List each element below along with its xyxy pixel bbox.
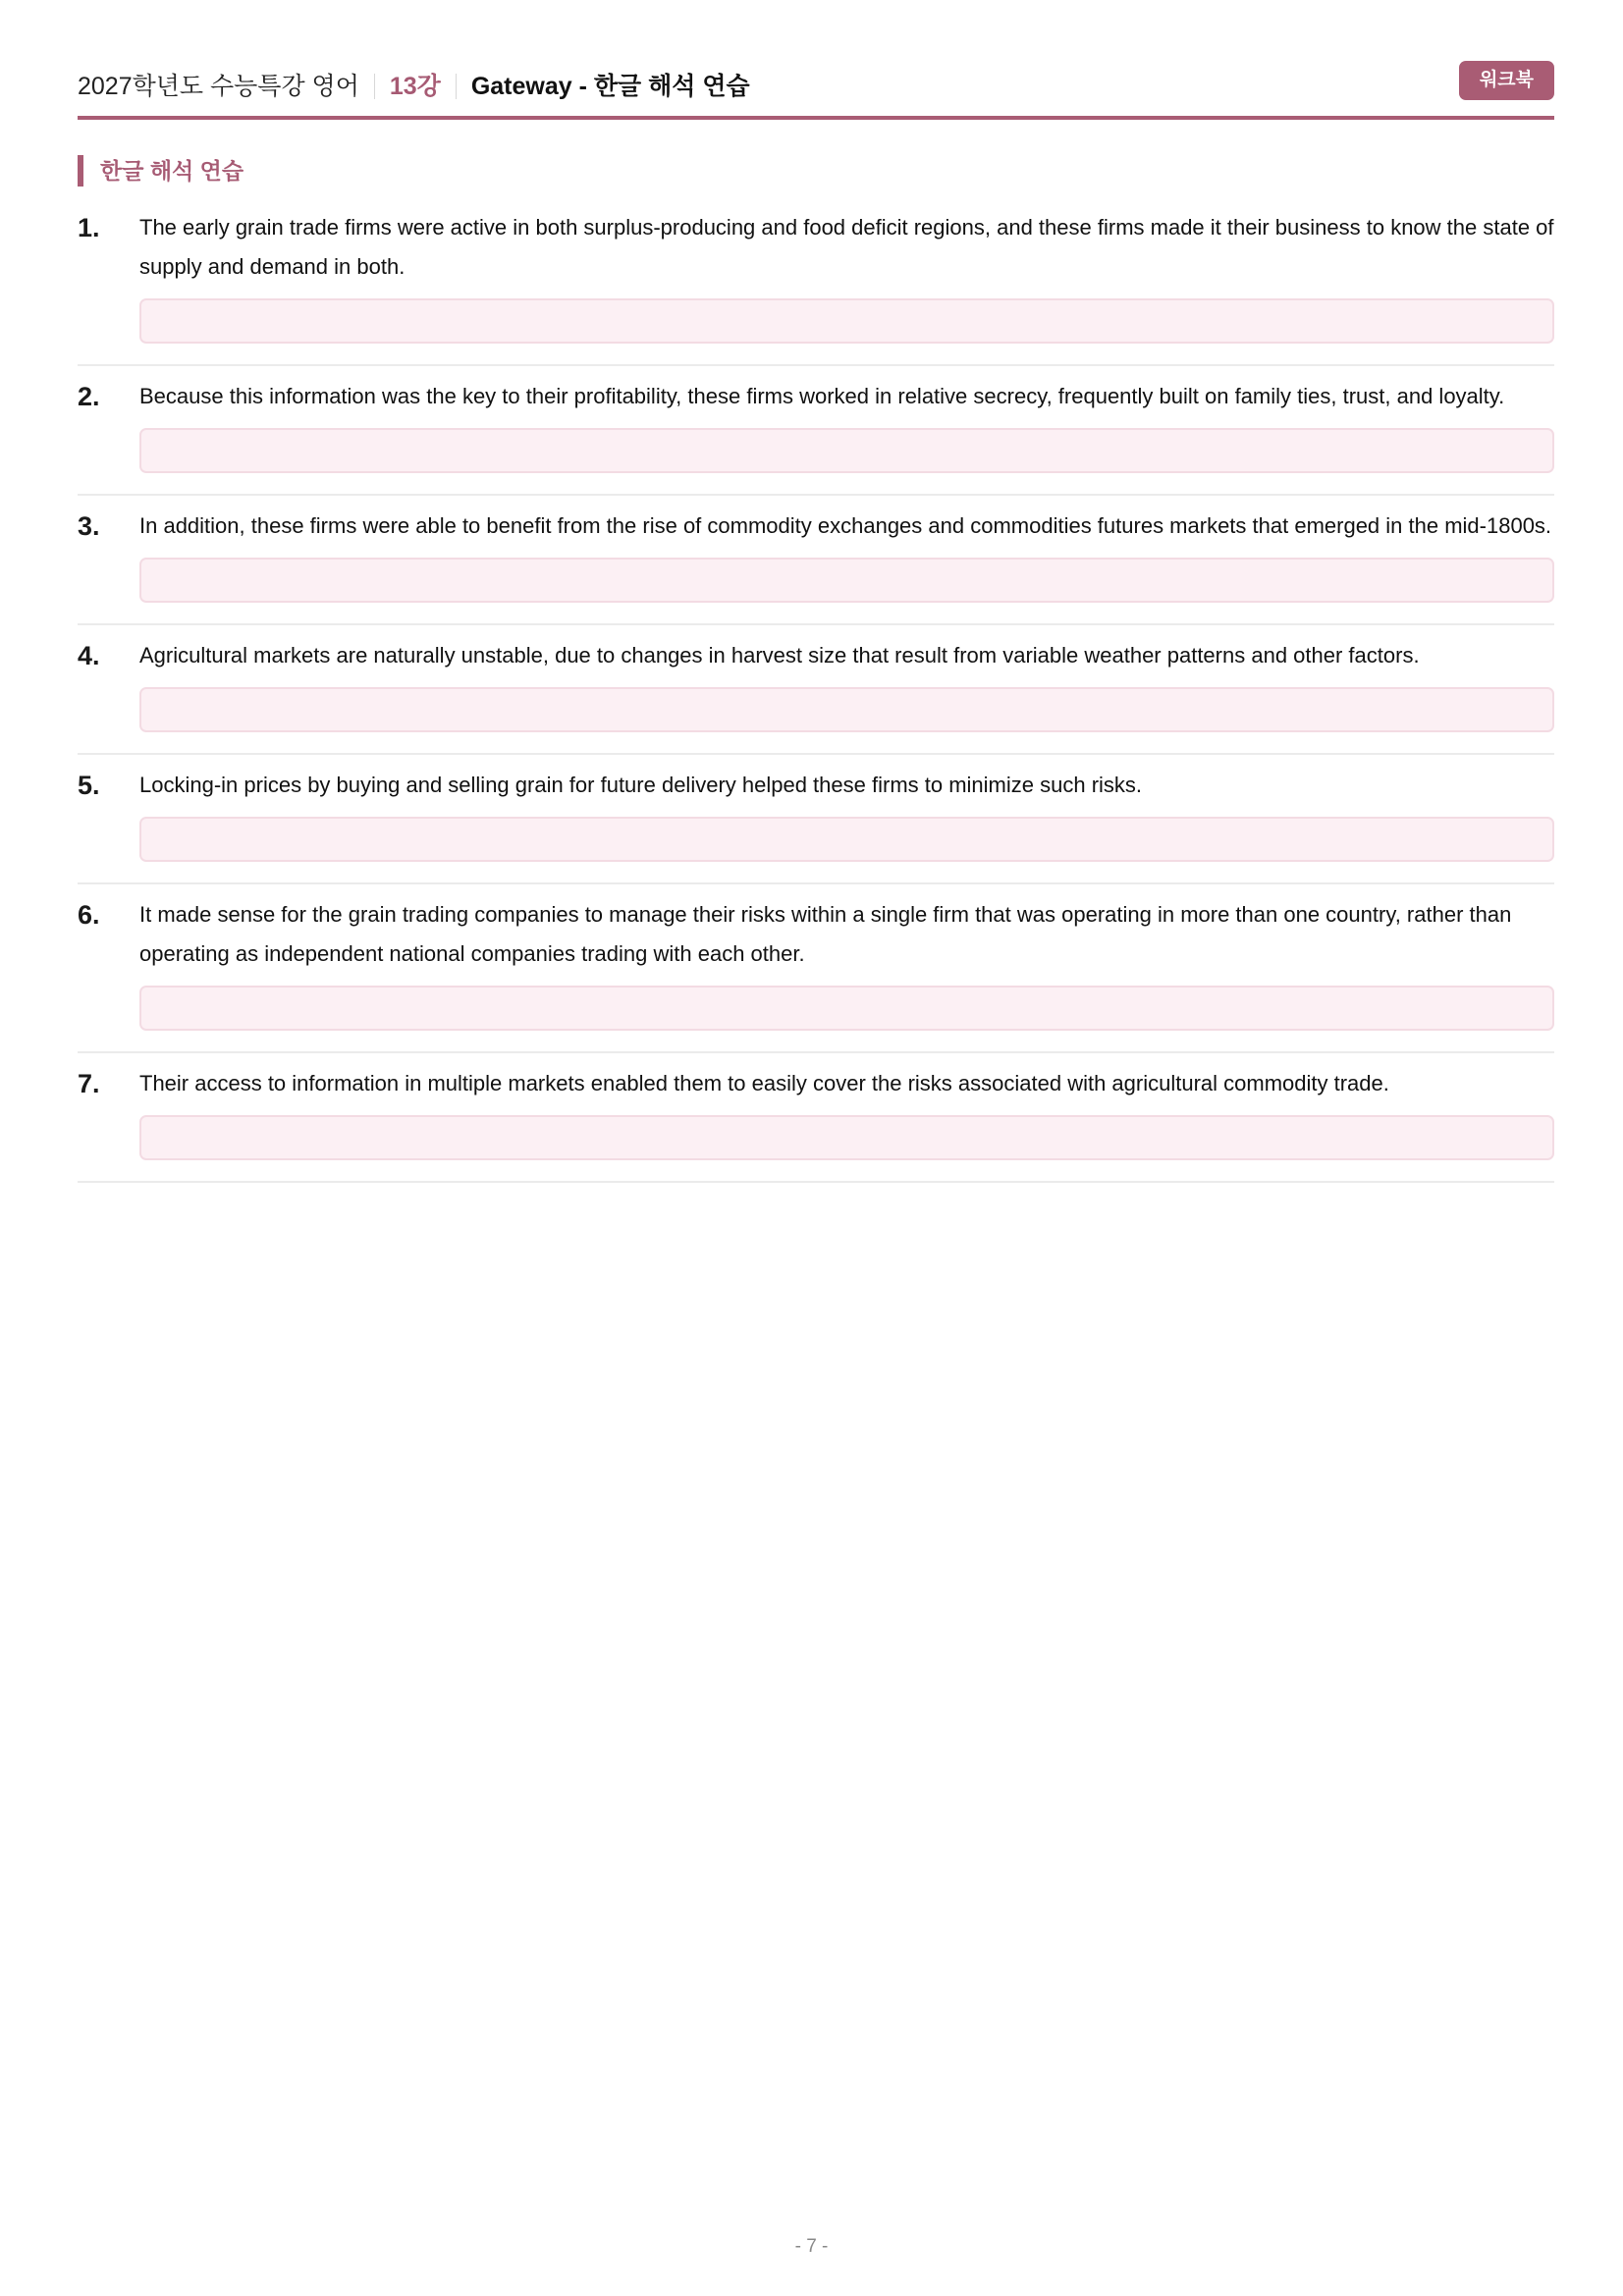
- translation-answer-box[interactable]: [139, 298, 1554, 344]
- item-sentence: Agricultural markets are naturally unstable, due to changes in harvest size that result from variable weather patterns and other factors.: [139, 643, 1420, 667]
- item-sentence: Because this information was the key to their profitability, these firms worked in relative secrecy, frequently built on family ties, trust, and loyalty.: [139, 384, 1505, 408]
- header-divider: [374, 74, 375, 99]
- exercise-item: [78, 496, 1554, 625]
- item-sentence: The early grain trade firms were active in both surplus-producing and food deficit regions, and these firms made it their business to know the state of supply and demand in both.: [139, 215, 1554, 279]
- translation-answer-box[interactable]: [139, 558, 1554, 603]
- translation-answer-box[interactable]: [139, 817, 1554, 862]
- book-title: 2027학년도 수능특강 영어: [78, 73, 359, 100]
- item-sentence: Locking-in prices by buying and selling grain for future delivery helped these firms to minimize such risks.: [139, 773, 1143, 797]
- item-number: 4.: [78, 641, 100, 670]
- exercise-item: [78, 884, 1554, 1053]
- page-title: Gateway - 한글 해석 연습: [470, 73, 750, 100]
- translation-answer-box[interactable]: [139, 428, 1554, 473]
- item-number: 3.: [78, 511, 100, 541]
- exercise-item: [78, 1053, 1554, 1183]
- item-sentence: Their access to information in multiple markets enabled them to easily cover the risks associated with agricultural commodity trade.: [139, 1071, 1389, 1095]
- item-number: 7.: [78, 1069, 100, 1098]
- page-number: - 7 -: [794, 2236, 829, 2257]
- section-title: 한글 해석 연습: [78, 155, 243, 187]
- item-number: 1.: [78, 213, 100, 242]
- item-sentence: It made sense for the grain trading companies to manage their risks within a single firm that was operating in more than one country, rather than operating as independent national companies trading with each other.: [139, 902, 1512, 966]
- item-sentence: In addition, these firms were able to benefit from the rise of commodity exchanges and commodities futures markets that emerged in the mid-1800s.: [139, 513, 1552, 538]
- item-number: 6.: [78, 900, 100, 930]
- exercise-item: [78, 366, 1554, 496]
- translation-answer-box[interactable]: [139, 1115, 1554, 1160]
- exercise-item: [78, 755, 1554, 884]
- page-header: [78, 61, 1554, 112]
- exercise-item: [78, 625, 1554, 755]
- item-number: 2.: [78, 382, 100, 411]
- header-divider: [456, 74, 457, 99]
- workbook-badge: 워크북: [1459, 61, 1554, 100]
- translation-answer-box[interactable]: [139, 986, 1554, 1031]
- exercise-list: [78, 197, 1554, 1183]
- lesson-number: 13강: [389, 73, 441, 100]
- header-rule: [78, 116, 1554, 120]
- exercise-item: [78, 197, 1554, 366]
- translation-answer-box[interactable]: [139, 687, 1554, 732]
- item-number: 5.: [78, 771, 100, 800]
